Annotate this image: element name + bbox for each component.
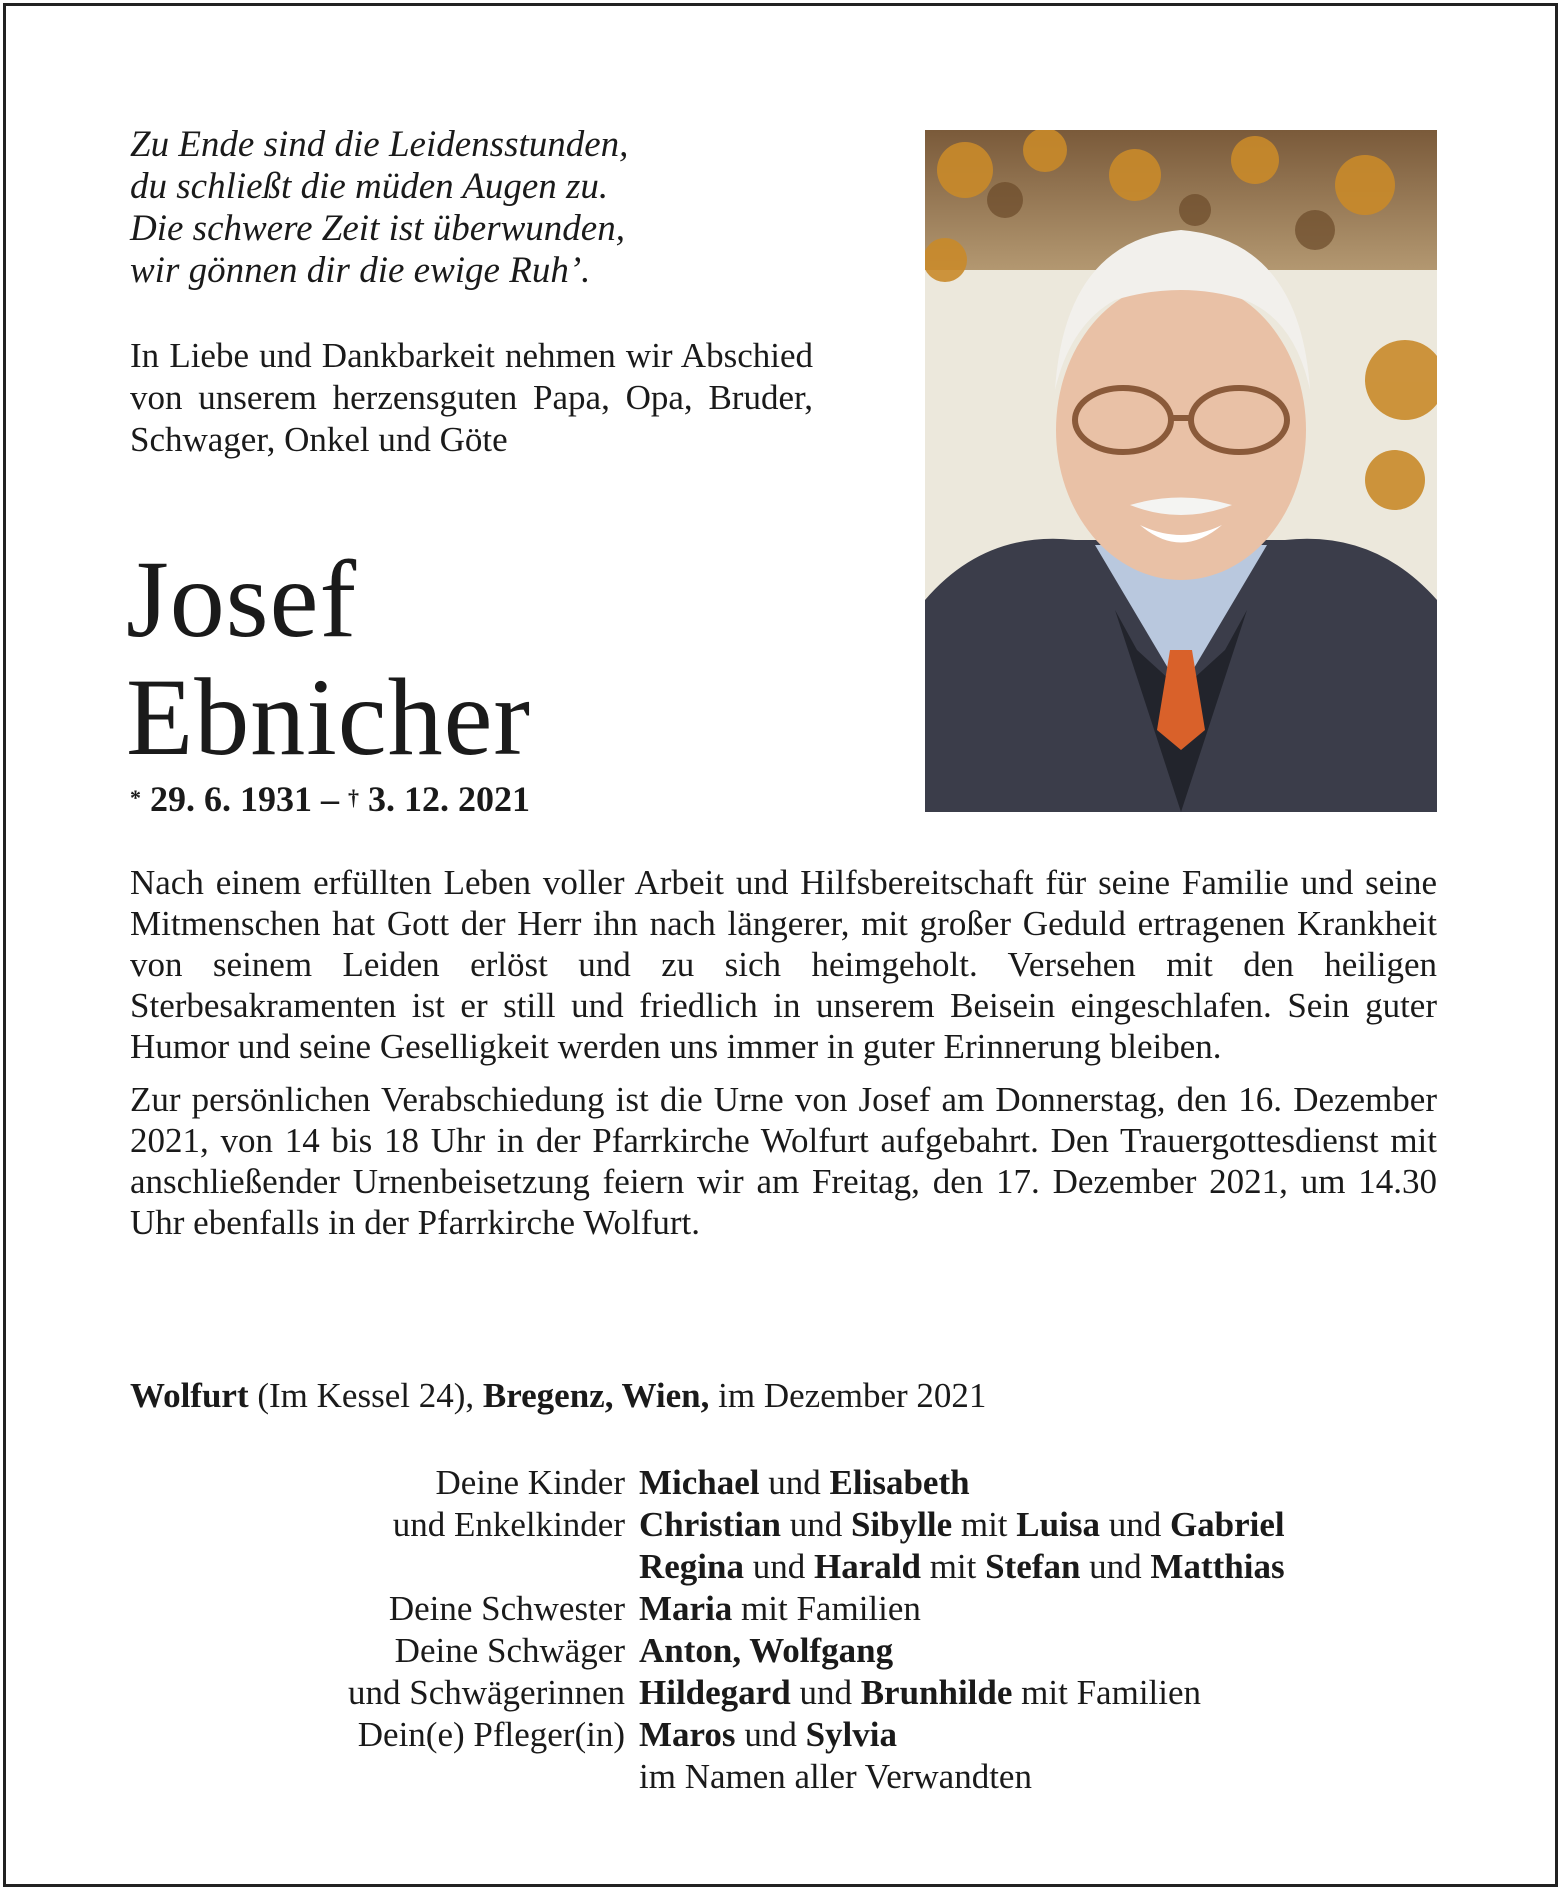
connector-text: und (1080, 1547, 1151, 1586)
poem-line: Die schwere Zeit ist überwunden, (130, 208, 625, 249)
death-date: 3. 12. 2021 (368, 779, 530, 819)
relatives-row (130, 1546, 1437, 1588)
relation-label (130, 1756, 639, 1798)
relative-name: Christian (639, 1505, 781, 1544)
relative-name: Luisa (1016, 1505, 1100, 1544)
relation-label: Dein(e) Pfleger(in) (357, 1715, 625, 1754)
relatives-row (130, 1588, 1437, 1630)
intro-text: In Liebe und Dankbarkeit nehmen wir Abschied von unserem herzensguten Papa, Opa, Bruder, Schwager, Onkel und Göte (130, 336, 813, 459)
connector-text: mit Familien (732, 1589, 921, 1628)
main-paragraph: Zur persönlichen Verabschiedung ist die Urne von Josef am Donnerstag, den 16. Dezember 2021, von 14 bis 18 Uhr in der Pfarrkirche Wolfurt aufgebahrt. Den Trauergottesdienst mit anschließender Urnenbeisetzung feiern wir am Freitag, den 17. Dezember 2021, um 14.30 Uhr ebenfalls in der Pfarrkirche Wolfurt. (130, 1080, 1437, 1242)
poem-line: wir gönnen dir die ewige Ruh’. (130, 250, 591, 291)
connector-text: und (1099, 1505, 1170, 1544)
portrait-photo (925, 130, 1437, 812)
connector-text: und (759, 1463, 830, 1502)
relative-name: Regina (639, 1547, 744, 1586)
connector-text: mit (920, 1547, 986, 1586)
relation-label: Deine Kinder (435, 1463, 625, 1502)
relative-names (639, 1714, 897, 1756)
connector-text: und (790, 1673, 861, 1712)
place-town: Wolfurt (130, 1376, 249, 1415)
relative-names (639, 1672, 1201, 1714)
relative-name: Sibylle (850, 1505, 953, 1544)
relative-names (639, 1462, 970, 1504)
relative-name: Maria (639, 1589, 733, 1628)
portrait-illustration (925, 130, 1437, 812)
birth-symbol: * (130, 785, 141, 810)
relative-names (639, 1756, 1032, 1798)
last-name: Ebnicher (126, 656, 532, 778)
connector-text: und (744, 1547, 814, 1586)
relative-names (639, 1630, 893, 1672)
relative-name: Brunhilde (860, 1673, 1013, 1712)
relatives-row (130, 1630, 1437, 1672)
relative-name: Maros (639, 1715, 736, 1754)
relative-names (639, 1588, 921, 1630)
place-others: Bregenz, Wien, (482, 1376, 710, 1415)
relative-name: Harald (814, 1547, 921, 1586)
relatives-row (130, 1504, 1437, 1546)
relative-name: Sylvia (805, 1715, 897, 1754)
relatives-row (130, 1714, 1437, 1756)
relative-name: Elisabeth (829, 1463, 970, 1502)
relatives-row (130, 1756, 1437, 1798)
relative-names (639, 1546, 1285, 1588)
connector-text: und (780, 1505, 851, 1544)
place-line (130, 1376, 986, 1416)
birth-date: 29. 6. 1931 (150, 779, 312, 819)
relation-label: und Enkelkinder (392, 1505, 625, 1544)
connector-text: im Namen aller Verwandten (639, 1757, 1032, 1796)
connector-text: mit (952, 1505, 1017, 1544)
poem (130, 124, 830, 292)
date-dash: – (321, 779, 339, 819)
main-paragraph: Nach einem erfüllten Leben voller Arbeit und Hilfsbereitschaft für seine Familie und seine Mitmenschen hat Gott der Herr ihn nach längerer, mit großer Geduld ertragenen Krankheit von seinem Leiden erlöst und zu sich heimgeholt. Versehen mit den heiligen Sterbesakramenten ist er still und friedlich in unserem Beisein eingeschlafen. Sein guter Humor und seine Geselligkeit werden uns immer in guter Erinnerung bleiben. (130, 863, 1437, 1066)
relative-names (639, 1504, 1285, 1546)
relative-name: Hildegard (639, 1673, 791, 1712)
poem-line: Zu Ende sind die Leidensstunden, (130, 124, 629, 165)
relatives-row (130, 1672, 1437, 1714)
relative-name: Michael (639, 1463, 760, 1502)
relative-name: Matthias (1150, 1547, 1285, 1586)
relation-label: und Schwägerinnen (347, 1673, 625, 1712)
relative-name: Stefan (985, 1547, 1081, 1586)
life-dates (130, 778, 530, 820)
relative-name: Anton, Wolfgang (639, 1631, 894, 1670)
relation-label: Deine Schwester (388, 1589, 625, 1628)
connector-text: und (735, 1715, 806, 1754)
connector-text: mit Familien (1012, 1673, 1202, 1712)
relatives-row (130, 1462, 1437, 1504)
relative-name: Gabriel (1169, 1505, 1285, 1544)
relation-label: Deine Schwäger (394, 1631, 625, 1670)
main-text (130, 862, 1437, 1255)
relation-label (130, 1546, 639, 1588)
death-symbol: † (348, 785, 359, 810)
deceased-name (126, 540, 531, 776)
place-address: (Im Kessel 24), (248, 1376, 483, 1415)
place-date: im Dezember 2021 (709, 1376, 987, 1415)
first-name: Josef (126, 538, 358, 660)
relatives-list (130, 1462, 1437, 1798)
poem-line: du schließt die müden Augen zu. (130, 166, 609, 207)
